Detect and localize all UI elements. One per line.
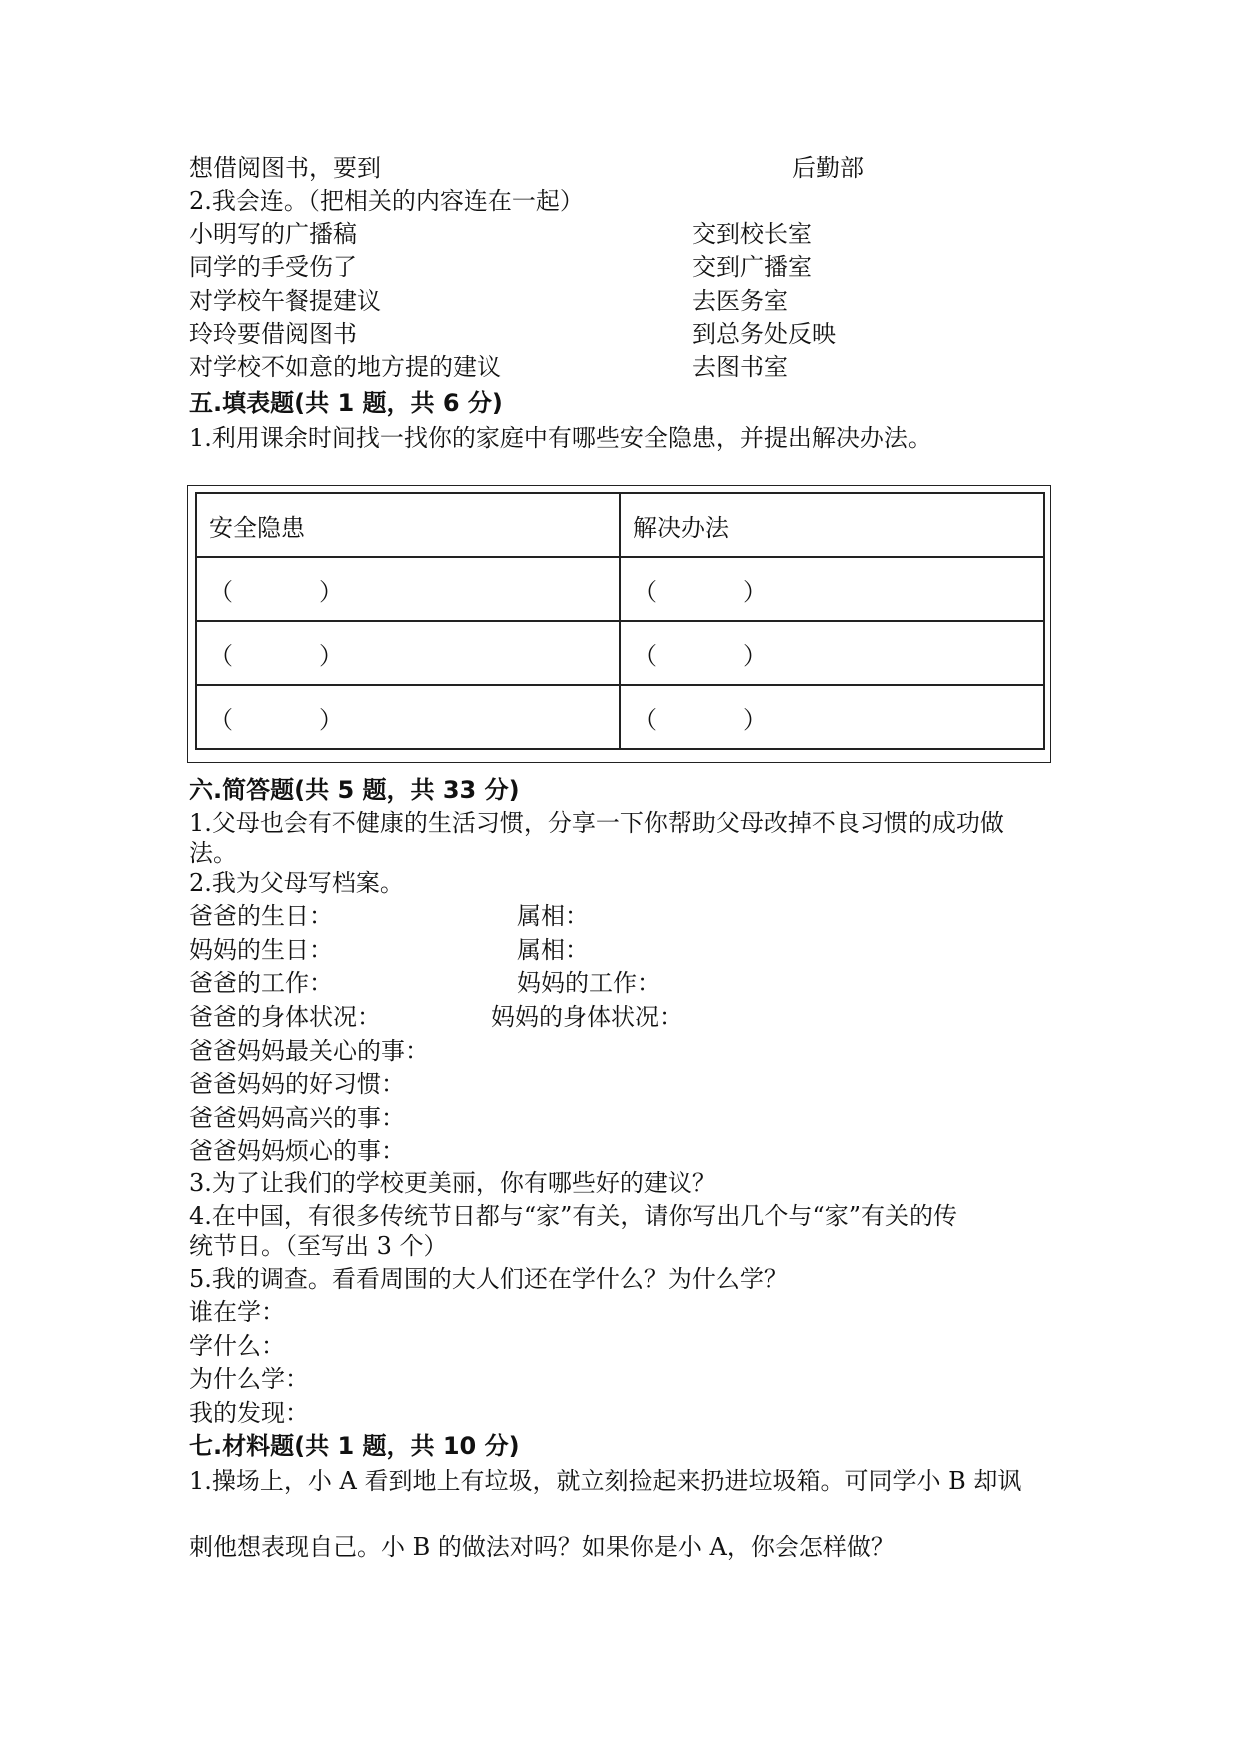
zodiac-label-2: 属相：: [517, 936, 589, 964]
mom-health-label: 妈妈的身体状况：: [491, 1003, 683, 1031]
match-left-3: 对学校午餐提建议: [189, 287, 381, 315]
section-6-title: 六.简答题(共 5 题，共 33 分): [189, 776, 520, 804]
match-right-5: 去图书室: [692, 353, 788, 381]
dad-health-label: 爸爸的身体状况：: [189, 1003, 381, 1031]
what-learn-label: 学什么：: [189, 1332, 285, 1360]
section-7-title: 七.材料题(共 1 题，共 10 分): [189, 1432, 520, 1460]
my-finding-label: 我的发现：: [189, 1399, 309, 1427]
table-row: [196, 685, 1044, 749]
text-borrow-books: 想借阅图书，要到: [189, 154, 381, 182]
section-6-question-3: 3.为了让我们的学校更美丽，你有哪些好的建议？: [189, 1169, 716, 1197]
match-left-2: 同学的手受伤了: [189, 253, 357, 281]
header-hazard: 安全隐患: [196, 493, 620, 557]
parents-happy-label: 爸爸妈妈高兴的事：: [189, 1104, 405, 1132]
match-left-4: 玲玲要借阅图书: [189, 320, 357, 348]
match-right-4: 到总务处反映: [692, 320, 836, 348]
section-5-title: 五.填表题(共 1 题，共 6 分): [189, 389, 503, 417]
table-header-row: [196, 493, 1044, 557]
match-right-3: 去医务室: [692, 287, 788, 315]
section-7-question-1b: 刺他想表现自己。小 B 的做法对吗？如果你是小 A，你会怎样做？: [189, 1533, 895, 1561]
match-right-2: 交到广播室: [692, 253, 812, 281]
table-cell[interactable]: （ ）: [620, 557, 1044, 621]
mom-job-label: 妈妈的工作：: [517, 969, 661, 997]
match-left-1: 小明写的广播稿: [189, 220, 357, 248]
table-cell[interactable]: （ ）: [196, 557, 620, 621]
text-logistics: 后勤部: [792, 154, 864, 182]
section-6-question-4b: 统节日。（至写出 3 个）: [189, 1232, 448, 1260]
section-5-question-1: 1.利用课余时间找一找你的家庭中有哪些安全隐患，并提出解决办法。: [189, 424, 932, 452]
parents-habits-label: 爸爸妈妈的好习惯：: [189, 1070, 405, 1098]
table-row: [196, 557, 1044, 621]
section-6-question-2: 2.我为父母写档案。: [189, 869, 404, 897]
mom-birthday-label: 妈妈的生日：: [189, 936, 333, 964]
table-cell[interactable]: （ ）: [196, 621, 620, 685]
question-matching: 2.我会连。（把相关的内容连在一起）: [189, 187, 584, 215]
who-learns-label: 谁在学：: [189, 1298, 285, 1326]
section-6-question-5: 5.我的调查。看看周围的大人们还在学什么？为什么学？: [189, 1265, 788, 1293]
table-cell[interactable]: （ ）: [196, 685, 620, 749]
match-right-1: 交到校长室: [692, 220, 812, 248]
section-6-question-1b: 法。: [189, 839, 237, 867]
parents-worry-label: 爸爸妈妈烦心的事：: [189, 1137, 405, 1165]
section-6-question-1a: 1.父母也会有不健康的生活习惯，分享一下你帮助父母改掉不良习惯的成功做: [189, 809, 1004, 837]
table-row: [196, 621, 1044, 685]
zodiac-label-1: 属相：: [517, 902, 589, 930]
hazard-table: [195, 492, 1045, 750]
table-cell[interactable]: （ ）: [620, 685, 1044, 749]
parents-care-label: 爸爸妈妈最关心的事：: [189, 1037, 429, 1065]
table-cell[interactable]: （ ）: [620, 621, 1044, 685]
section-7-question-1a: 1.操场上，小 A 看到地上有垃圾，就立刻捡起来扔进垃圾箱。可同学小 B 却讽: [189, 1467, 1022, 1495]
match-left-5: 对学校不如意的地方提的建议: [189, 353, 501, 381]
dad-job-label: 爸爸的工作：: [189, 969, 333, 997]
why-learn-label: 为什么学：: [189, 1365, 309, 1393]
header-solution: 解决办法: [620, 493, 1044, 557]
dad-birthday-label: 爸爸的生日：: [189, 902, 333, 930]
section-6-question-4a: 4.在中国，有很多传统节日都与“家”有关，请你写出几个与“家”有关的传: [189, 1202, 957, 1230]
